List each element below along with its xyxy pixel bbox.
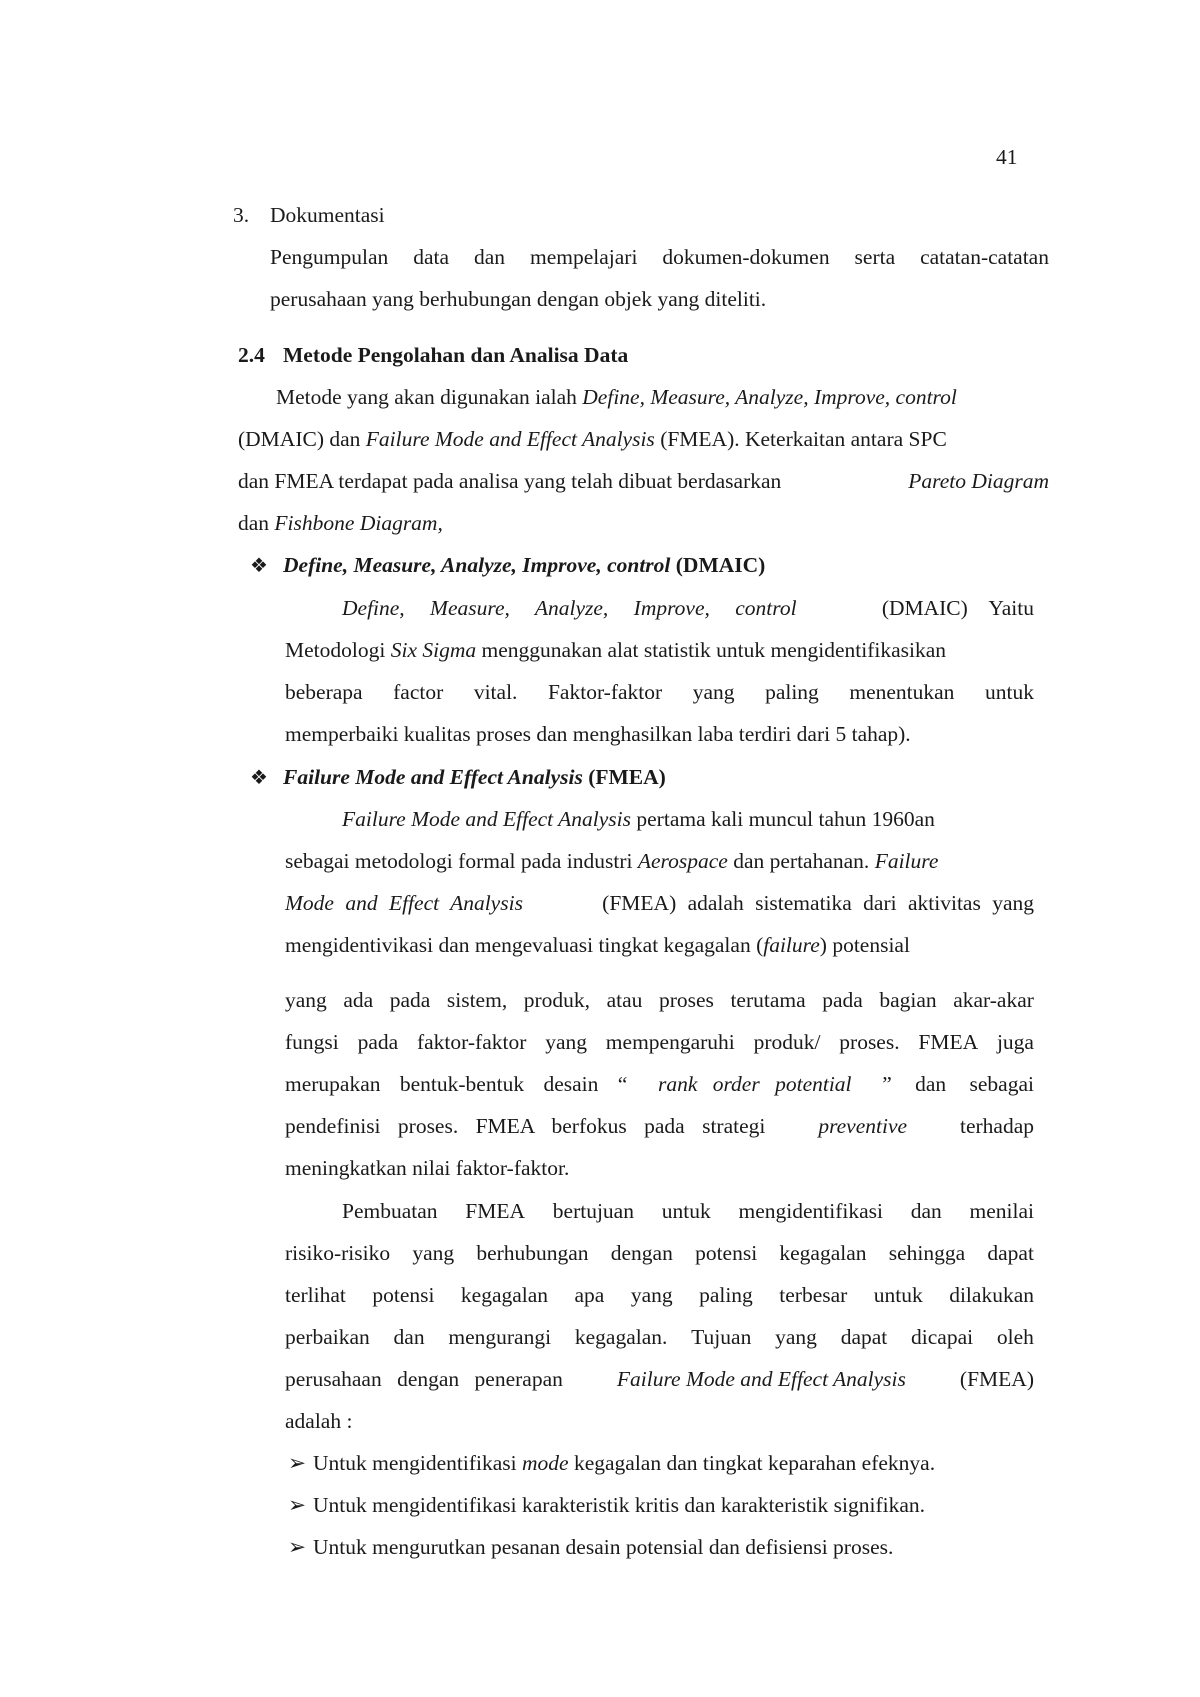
- paragraph-line: adalah :: [285, 1409, 353, 1433]
- paragraph-line: Pembuatan FMEA bertujuan untuk mengidentifikasi dan menilai: [342, 1199, 1034, 1223]
- paragraph-line: dan Fishbone Diagram,: [238, 511, 443, 535]
- list-item: Untuk mengidentifikasi mode kegagalan dan tingkat keparahan efeknya.: [313, 1451, 936, 1475]
- paragraph-line: (DMAIC) dan Failure Mode and Effect Analysis (FMEA). Keterkaitan antara SPC: [238, 427, 947, 451]
- arrow-bullet-icon: ➢: [288, 1493, 307, 1517]
- paragraph-line: sebagai metodologi formal pada industri Aerospace dan pertahanan. Failure: [285, 849, 939, 873]
- list-item-title: Dokumentasi: [270, 203, 385, 227]
- arrow-bullet-icon: ➢: [288, 1535, 307, 1559]
- paragraph-line: merupakan bentuk-bentuk desain “ rank order potential ” dan sebagai: [285, 1072, 1034, 1096]
- paragraph-line: meningkatkan nilai faktor-faktor.: [285, 1156, 570, 1180]
- paragraph-line: Mode and Effect Analysis (FMEA) adalah sistematika dari aktivitas yang: [285, 891, 1034, 915]
- paragraph-line: memperbaiki kualitas proses dan menghasilkan laba terdiri dari 5 tahap).: [285, 722, 911, 746]
- paragraph-line: Metode yang akan digunakan ialah Define, Measure, Analyze, Improve, control: [276, 385, 957, 409]
- section-title: Metode Pengolahan dan Analisa Data: [283, 343, 629, 367]
- diamond-bullet-icon: ❖: [250, 555, 268, 577]
- paragraph-line: terlihat potensi kegagalan apa yang paling terbesar untuk dilakukan: [285, 1283, 1034, 1307]
- paragraph-line: yang ada pada sistem, produk, atau proses terutama pada bagian akar-akar: [285, 988, 1034, 1012]
- subheading: Failure Mode and Effect Analysis (FMEA): [283, 765, 666, 789]
- list-item: Untuk mengidentifikasi karakteristik kritis dan karakteristik signifikan.: [313, 1493, 926, 1517]
- list-item: Untuk mengurutkan pesanan desain potensial dan defisiensi proses.: [313, 1535, 894, 1559]
- paragraph-line: Define, Measure, Analyze, Improve, control (DMAIC) Yaitu: [342, 596, 1034, 620]
- paragraph-line: perusahaan yang berhubungan dengan objek yang diteliti.: [270, 287, 767, 311]
- paragraph-line: mengidentivikasi dan mengevaluasi tingkat kegagalan (failure) potensial: [285, 933, 910, 957]
- paragraph-line: risiko-risiko yang berhubungan dengan potensi kegagalan sehingga dapat: [285, 1241, 1034, 1265]
- paragraph-line: pendefinisi proses. FMEA berfokus pada strategi preventive terhadap: [285, 1114, 1034, 1138]
- section-number: 2.4: [238, 343, 265, 367]
- paragraph-line: Metodologi Six Sigma menggunakan alat statistik untuk mengidentifikasikan: [285, 638, 947, 662]
- subheading: Define, Measure, Analyze, Improve, control (DMAIC): [283, 553, 766, 577]
- diamond-bullet-icon: ❖: [250, 767, 268, 789]
- list-number: 3.: [233, 203, 250, 227]
- paragraph-line: fungsi pada faktor-faktor yang mempengaruhi produk/ proses. FMEA juga: [285, 1030, 1034, 1054]
- paragraph-line: perbaikan dan mengurangi kegagalan. Tujuan yang dapat dicapai oleh: [285, 1325, 1034, 1349]
- paragraph-line: beberapa factor vital. Faktor-faktor yang paling menentukan untuk: [285, 680, 1034, 704]
- arrow-bullet-icon: ➢: [288, 1451, 307, 1475]
- paragraph-line: dan FMEA terdapat pada analisa yang telah dibuat berdasarkan Pareto Diagram: [238, 469, 1049, 493]
- paragraph-line: Pengumpulan data dan mempelajari dokumen-dokumen serta catatan-catatan: [270, 245, 1049, 269]
- paragraph-line: perusahaan dengan penerapan Failure Mode and Effect Analysis (FMEA): [285, 1367, 1034, 1391]
- page-number: 41: [996, 145, 1018, 169]
- paragraph-line: Failure Mode and Effect Analysis pertama kali muncul tahun 1960an: [342, 807, 935, 831]
